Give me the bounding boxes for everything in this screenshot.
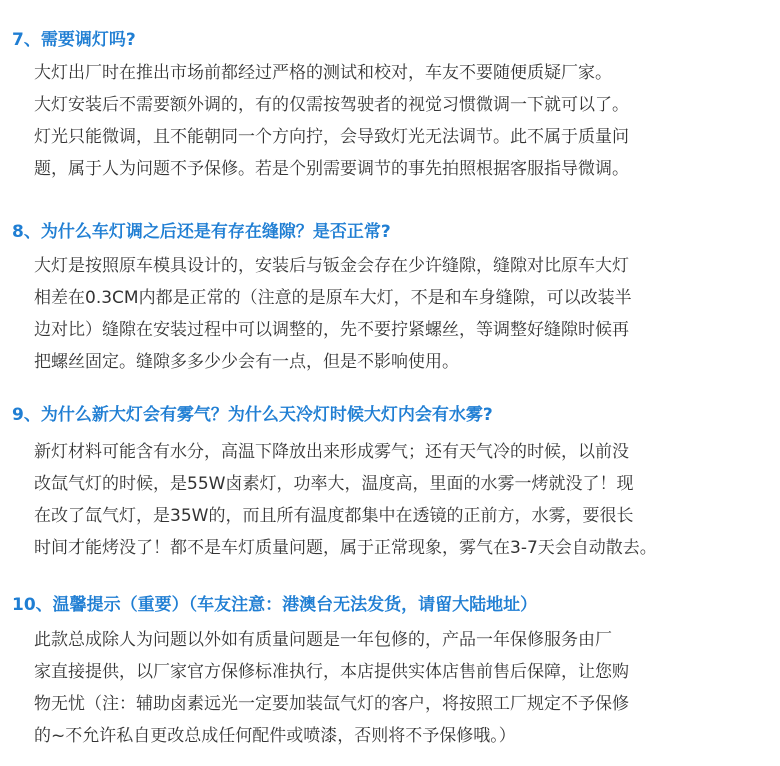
body-line: 题，属于人为问题不予保修。若是个别需要调节的事先拍照根据客服指导微调。 (34, 159, 629, 179)
body-line: 新灯材料可能含有水分，高温下降放出来形成雾气；还有天气冷的时候，以前没 (34, 442, 629, 462)
body-line: 相差在0.3CM内都是正常的（注意的是原车大灯，不是和车身缝隙，可以改装半 (34, 288, 632, 308)
body-line: 的~不允许私自更改总成任何配件或喷漆，否则将不予保修哦。） (34, 726, 516, 746)
body-line: 改氙气灯的时候，是55W卤素灯，功率大，温度高，里面的水雾一烤就没了！现 (34, 474, 634, 494)
body-line: 家直接提供，以厂家官方保修标准执行，本店提供实体店售前售后保障，让您购 (34, 662, 629, 682)
section-heading: 7、需要调灯吗? (12, 30, 136, 50)
section-heading: 8、为什么车灯调之后还是有存在缝隙？是否正常? (12, 222, 391, 242)
body-line: 时间才能烤没了！都不是车灯质量问题，属于正常现象，雾气在3-7天会自动散去。 (34, 538, 657, 558)
section-body (34, 436, 657, 564)
body-line: 大灯安装后不需要额外调的，有的仅需按驾驶者的视觉习惯微调一下就可以了。 (34, 95, 629, 115)
body-line: 灯光只能微调，且不能朝同一个方向拧，会导致灯光无法调节。此不属于质量问 (34, 127, 629, 147)
section-body (34, 250, 632, 378)
body-line: 边对比）缝隙在安装过程中可以调整的，先不要拧紧螺丝，等调整好缝隙时候再 (34, 320, 629, 340)
section-body (34, 624, 629, 752)
section-heading: 9、为什么新大灯会有雾气？为什么天冷灯时候大灯内会有水雾? (12, 405, 493, 425)
body-line: 在改了氙气灯，是35W的，而且所有温度都集中在透镜的正前方，水雾，要很长 (34, 506, 634, 526)
body-line: 把螺丝固定。缝隙多多少少会有一点，但是不影响使用。 (34, 352, 459, 372)
section-body (34, 57, 629, 185)
body-line: 此款总成除人为问题以外如有质量问题是一年包修的，产品一年保修服务由厂 (34, 630, 612, 650)
body-line: 大灯出厂时在推出市场前都经过严格的测试和校对，车友不要随便质疑厂家。 (34, 63, 612, 83)
body-line: 物无忧（注：辅助卤素远光一定要加装氙气灯的客户，将按照工厂规定不予保修 (34, 694, 629, 714)
section-heading: 10、温馨提示（重要）（车友注意：港澳台无法发货，请留大陆地址） (12, 595, 538, 615)
body-line: 大灯是按照原车模具设计的，安装后与钣金会存在少许缝隙，缝隙对比原车大灯 (34, 256, 629, 276)
